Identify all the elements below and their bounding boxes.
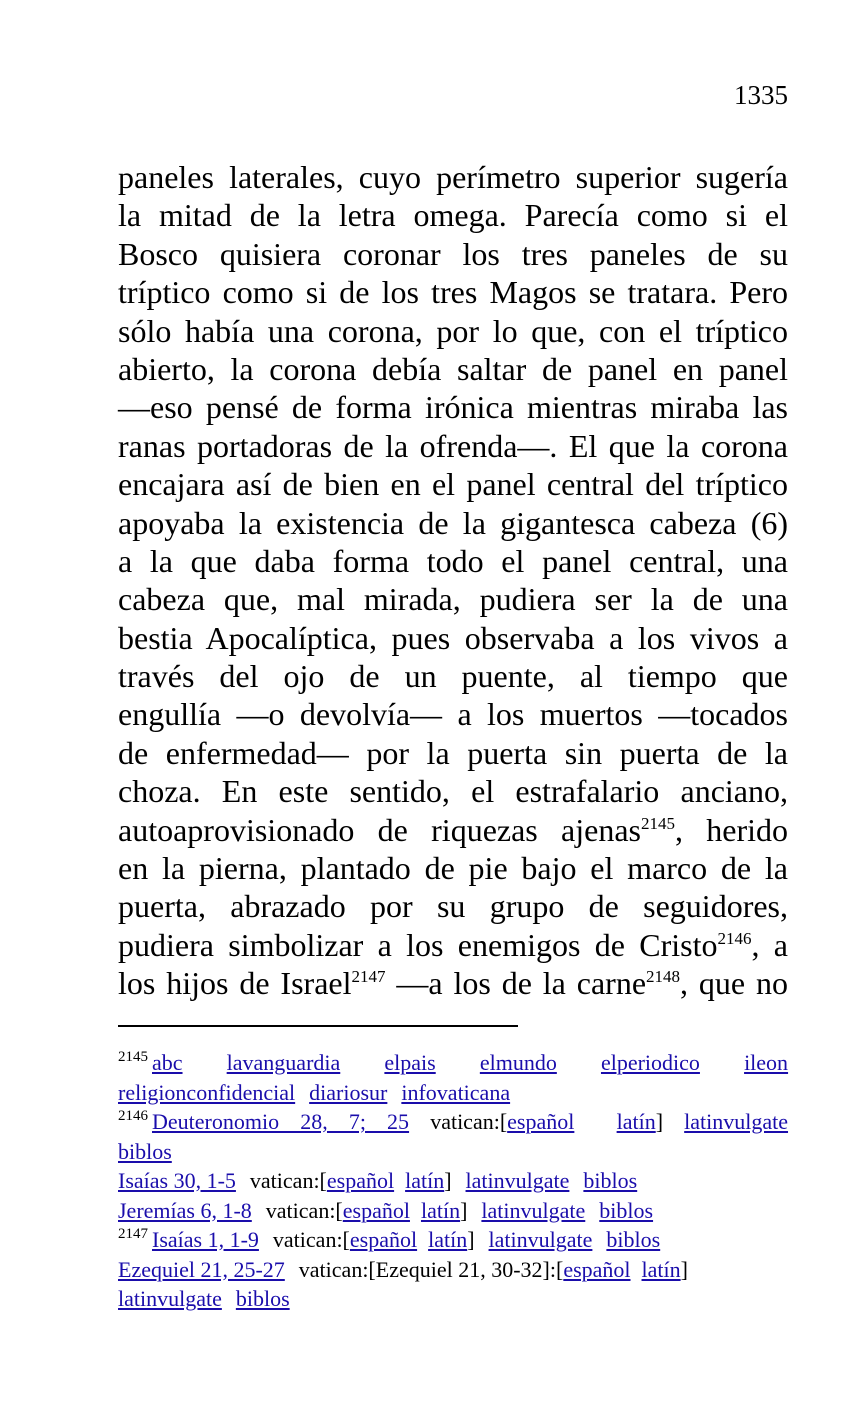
link-latinvulgate[interactable]: latinvulgate — [481, 1197, 586, 1223]
link-abc[interactable]: abc — [152, 1050, 183, 1075]
footnote-line — [118, 1255, 788, 1285]
text-segment: , a — [751, 926, 789, 963]
footnote-line — [118, 1166, 788, 1196]
link-latin[interactable]: latín — [641, 1256, 681, 1282]
footnote-line — [118, 1225, 788, 1255]
bracket: ] — [460, 1197, 468, 1223]
link-latin[interactable]: latín — [405, 1168, 445, 1193]
text-line: sólo había una corona, por lo que, con el tríptico — [118, 312, 788, 349]
text-segment: pudiera simbolizar a los enemigos de Cristo — [118, 926, 718, 963]
text-line: engullía ―o devolvía― a los muertos ―tocados — [118, 696, 788, 733]
text-line: encajara así de bien en el panel central del tríptico — [118, 466, 788, 503]
footnote-number: 2145 — [118, 1049, 148, 1065]
link-elpais[interactable]: elpais — [384, 1050, 436, 1075]
text-segment: los hijos de Israel — [118, 965, 352, 1002]
text-segment: ―a los de la carne — [385, 965, 647, 1002]
bracket: ] — [655, 1109, 664, 1134]
text-line: cabeza que, mal mirada, pudiera ser la de una — [118, 581, 788, 618]
text-line: en la pierna, plantado de pie bajo el marco de la — [118, 850, 788, 887]
vatican-label: vatican:[Ezequiel 21, 30-32]:[ — [298, 1256, 564, 1282]
text-line: Bosco quisiera coronar los tres paneles de su — [118, 235, 788, 272]
link-elmundo[interactable]: elmundo — [479, 1050, 557, 1075]
link-espanol[interactable]: español — [507, 1109, 575, 1134]
footnote-ref-2147: 2147 — [351, 967, 386, 987]
link-elperiodico[interactable]: elperiodico — [600, 1050, 700, 1075]
text-line: tríptico como si de los tres Magos se tratara. Pero — [118, 274, 788, 311]
footnote-number: 2147 — [118, 1226, 148, 1242]
footnote-ref-2145: 2145 — [640, 813, 675, 833]
link-religionconfidencial[interactable]: religionconfidencial — [118, 1079, 296, 1105]
text-line: choza. En este sentido, el estrafalario anciano, — [118, 773, 788, 810]
text-line: de enfermedad― por la puerta sin puerta de la — [118, 734, 788, 771]
link-isaias-30[interactable]: Isaías 30, 1-5 — [118, 1168, 236, 1193]
link-latinvulgate[interactable]: latinvulgate — [488, 1227, 593, 1252]
text-line — [118, 926, 788, 964]
link-espanol[interactable]: español — [563, 1256, 631, 1282]
link-espanol[interactable]: español — [349, 1227, 418, 1252]
text-line — [118, 811, 788, 849]
link-ileon[interactable]: ileon — [744, 1050, 789, 1075]
link-latin[interactable]: latín — [616, 1109, 656, 1134]
footnote-line — [118, 1284, 788, 1314]
footnote-line — [118, 1078, 788, 1108]
footnote-number: 2146 — [118, 1108, 148, 1124]
link-biblos[interactable]: biblos — [599, 1197, 654, 1223]
text-line: ―eso pensé de forma irónica mientras miraba las — [118, 389, 788, 426]
text-line: abierto, la corona debía saltar de panel en panel — [118, 350, 788, 387]
vatican-label: vatican:[ — [430, 1109, 508, 1134]
bracket: ] — [467, 1227, 475, 1252]
link-deuteronomio[interactable]: Deuteronomio 28, 7; 25 — [152, 1109, 410, 1134]
text-line: través del ojo de un puente, al tiempo que — [118, 658, 788, 695]
text-segment: , herido — [674, 811, 789, 848]
footnotes — [118, 1048, 788, 1314]
link-biblos[interactable]: biblos — [606, 1227, 661, 1252]
link-latin[interactable]: latín — [428, 1227, 468, 1252]
footnote-line — [118, 1196, 788, 1226]
link-latin[interactable]: latín — [420, 1197, 461, 1223]
body-text — [118, 158, 788, 1003]
footnote-line — [118, 1048, 788, 1078]
footnote-ref-2146: 2146 — [717, 928, 752, 948]
link-diariosur[interactable]: diariosur — [309, 1079, 388, 1105]
text-line: puerta, abrazado por su grupo de seguidores, — [118, 888, 788, 925]
page-number: 1335 — [734, 80, 788, 110]
footnote-line — [118, 1137, 788, 1167]
text-segment: autoaprovisionado de riquezas ajenas — [118, 811, 641, 848]
vatican-label: vatican:[ — [249, 1168, 327, 1193]
footnote-ref-2148: 2148 — [646, 967, 681, 987]
vatican-label: vatican:[ — [272, 1227, 350, 1252]
link-biblos[interactable]: biblos — [118, 1138, 172, 1164]
vatican-label: vatican:[ — [265, 1197, 343, 1223]
link-isaias-1[interactable]: Isaías 1, 1-9 — [152, 1227, 259, 1252]
link-ezequiel-21[interactable]: Ezequiel 21, 25-27 — [118, 1256, 285, 1282]
link-espanol[interactable]: español — [342, 1197, 410, 1223]
text-line: ranas portadoras de la ofrenda―. El que la corona — [118, 427, 788, 464]
link-biblos[interactable]: biblos — [583, 1168, 638, 1193]
text-segment: , que no — [680, 965, 789, 1002]
text-line: apoyaba la existencia de la gigantesca cabeza (6) — [118, 504, 788, 541]
text-line: bestia Apocalíptica, pues observaba a los vivos a — [118, 619, 788, 656]
footnote-separator — [118, 1025, 518, 1027]
text-line — [118, 964, 788, 1002]
text-line: la mitad de la letra omega. Parecía como si el — [118, 197, 788, 234]
link-latinvulgate[interactable]: latinvulgate — [684, 1109, 789, 1134]
footnote-line — [118, 1107, 788, 1137]
text-line: a la que daba forma todo el panel central, una — [118, 542, 788, 579]
link-latinvulgate[interactable]: latinvulgate — [118, 1286, 222, 1311]
link-latinvulgate[interactable]: latinvulgate — [465, 1168, 570, 1193]
link-lavanguardia[interactable]: lavanguardia — [226, 1050, 341, 1075]
link-infovaticana[interactable]: infovaticana — [401, 1079, 511, 1105]
text-line: paneles laterales, cuyo perímetro superior sugería — [118, 159, 788, 195]
bracket: ] — [444, 1168, 452, 1193]
link-jeremias-6[interactable]: Jeremías 6, 1-8 — [118, 1197, 252, 1223]
bracket: ] — [680, 1256, 688, 1282]
link-espanol[interactable]: español — [326, 1168, 395, 1193]
link-biblos[interactable]: biblos — [235, 1286, 290, 1311]
